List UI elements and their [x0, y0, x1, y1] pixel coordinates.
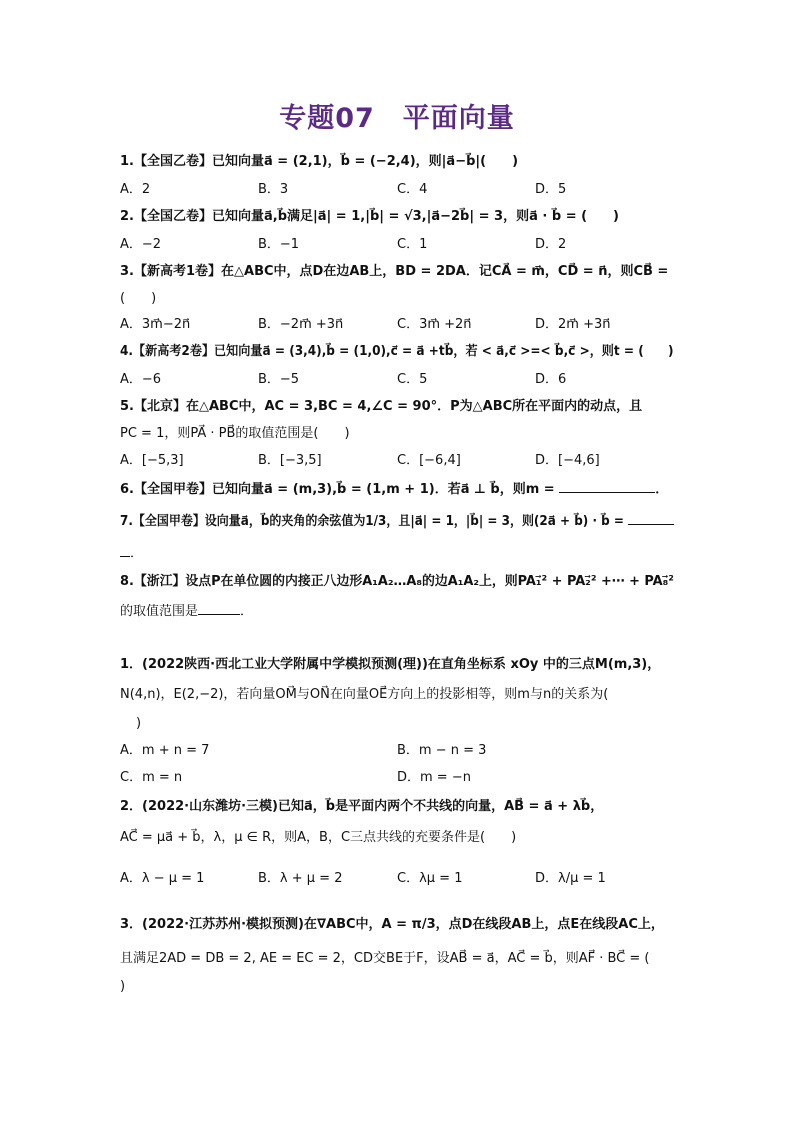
- question-5-option-d: D．[−4,6]: [535, 453, 600, 468]
- practice-2-option-c: C．λμ = 1: [397, 871, 463, 886]
- question-6-text: 6.【全国甲卷】已知向量a⃗ = (m,3),b⃗ = (1,m + 1)．若a⃗ ⊥ b⃗，则m =: [120, 482, 560, 497]
- practice-1-option-c: C．m = n: [120, 770, 183, 785]
- practice-2-option-d: D．λ/μ = 1: [535, 871, 606, 886]
- question-3-stem: 3.【新高考1卷】在△ABC中，点D在边AB上，BD = 2DA．记CA⃗ = m⃗，CD⃗ = n⃗，则CB⃗ =: [120, 264, 669, 279]
- practice-1-option-b: B．m − n = 3: [397, 743, 487, 758]
- practice-1-stem-cont: N(4,n)，E(2,−2)，若向量OM⃗与ON⃗在向量OE⃗方向上的投影相等，则m与n的关系为(: [120, 687, 609, 702]
- question-5-stem: 5.【北京】在△ABC中，AC = 3,BC = 4,∠C = 90°．P为△ABC所在平面内的动点，且: [120, 399, 643, 414]
- practice-3-stem: 3．(2022·江苏苏州·模拟预测)在∇ABC中，A = π/3，点D在线段AB上，点E在线段AC上，: [120, 917, 664, 932]
- question-6-stem: [120, 479, 668, 499]
- question-5-option-b: B．[−3,5]: [258, 453, 322, 468]
- practice-1-stem-end: ): [136, 716, 142, 731]
- question-3-stem-cont: ( ): [120, 291, 157, 306]
- practice-3-stem-cont: 且满足2AD = DB = 2, AE = EC = 2，CD交BE于F，设AB⃗ = a⃗，AC⃗ = b⃗，则AF⃗ · BC⃗ = (: [120, 951, 650, 966]
- practice-2-option-a: A．λ − μ = 1: [120, 871, 205, 886]
- question-4-stem: 4.【新高考2卷】已知向量a⃗ = (3,4),b⃗ = (1,0),c⃗ = a⃗ +tb⃗，若 < a⃗,c⃗ >=< b⃗,c⃗ >，则t = ( ): [120, 344, 674, 359]
- question-2-option-a: A．−2: [120, 237, 162, 252]
- question-3-option-c: C．3m⃗ +2n⃗: [397, 317, 472, 332]
- question-1-option-d: D．5: [535, 182, 567, 197]
- answer-blank[interactable]: [559, 479, 655, 493]
- question-5-stem-cont: PC = 1，则PA⃗ · PB⃗的取值范围是( ): [120, 426, 350, 441]
- practice-2-stem: 2．(2022·山东潍坊·三模)已知a⃗，b⃗是平面内两个不共线的向量，AB⃗ = a⃗ + λb⃗，: [120, 799, 604, 814]
- page-title: 专题07 平面向量: [279, 103, 515, 134]
- question-4-option-b: B．−5: [258, 372, 300, 387]
- question-1-option-a: A．2: [120, 182, 151, 197]
- question-3-option-a: A．3m⃗−2n⃗: [120, 317, 191, 332]
- practice-1-option-a: A．m + n = 7: [120, 743, 210, 758]
- question-7-tail: ．: [130, 546, 144, 561]
- question-2-option-d: D．2: [535, 237, 567, 252]
- question-1-option-c: C．4: [397, 182, 428, 197]
- question-3-option-b: B．−2m⃗ +3n⃗: [258, 317, 344, 332]
- practice-1-stem: 1．(2022陕西·西北工业大学附属中学模拟预测(理))在直角坐标系 xOy 中的三点M(m,3)，: [120, 657, 661, 672]
- practice-3-stem-end: ): [120, 979, 126, 994]
- answer-blank[interactable]: [198, 601, 240, 615]
- question-1-option-b: B．3: [258, 182, 289, 197]
- question-7-text: 7.【全国甲卷】设向量a⃗，b⃗的夹角的余弦值为1/3，且|a⃗| = 1，|b⃗| = 3，则(2a⃗ + b⃗) · b⃗ =: [120, 514, 629, 529]
- practice-2-stem-cont: AC⃗ = μa⃗ + b⃗，λ，μ ∈ R，则A，B，C三点共线的充要条件是( ): [120, 830, 517, 845]
- question-8-text: 的取值范围是: [120, 604, 199, 619]
- question-5-option-a: A．[−5,3]: [120, 453, 184, 468]
- question-7-stem: [120, 511, 674, 531]
- question-4-option-a: A．−6: [120, 372, 162, 387]
- question-2-option-c: C．1: [397, 237, 428, 252]
- answer-blank-cont[interactable]: [120, 543, 130, 557]
- question-2-stem: 2.【全国乙卷】已知向量a⃗,b⃗满足|a⃗| = 1,|b⃗| = √3,|a⃗−2b⃗| = 3，则a⃗ · b⃗ = ( ): [120, 209, 619, 224]
- question-7-stem-cont: [120, 543, 143, 563]
- practice-2-option-b: B．λ + μ = 2: [258, 871, 343, 886]
- question-4-option-c: C．5: [397, 372, 428, 387]
- question-6-tail: ．: [655, 482, 669, 497]
- question-4-option-d: D．6: [535, 372, 567, 387]
- question-8-stem: 8.【浙江】设点P在单位圆的内接正八边形A₁A₂…A₈的边A₁A₂上，则PA₁⃗² + PA₂⃗² +⋯ + PA₈⃗²: [120, 574, 674, 589]
- practice-1-option-d: D．m = −n: [397, 770, 471, 785]
- question-8-stem-cont: [120, 601, 253, 621]
- question-5-option-c: C．[−6,4]: [397, 453, 461, 468]
- question-1-stem: 1.【全国乙卷】已知向量a⃗ = (2,1)，b⃗ = (−2,4)，则|a⃗−b⃗|( ): [120, 154, 519, 169]
- answer-blank[interactable]: [628, 511, 674, 525]
- question-2-option-b: B．−1: [258, 237, 300, 252]
- question-3-option-d: D．2m⃗ +3n⃗: [535, 317, 611, 332]
- question-8-tail: ．: [240, 604, 254, 619]
